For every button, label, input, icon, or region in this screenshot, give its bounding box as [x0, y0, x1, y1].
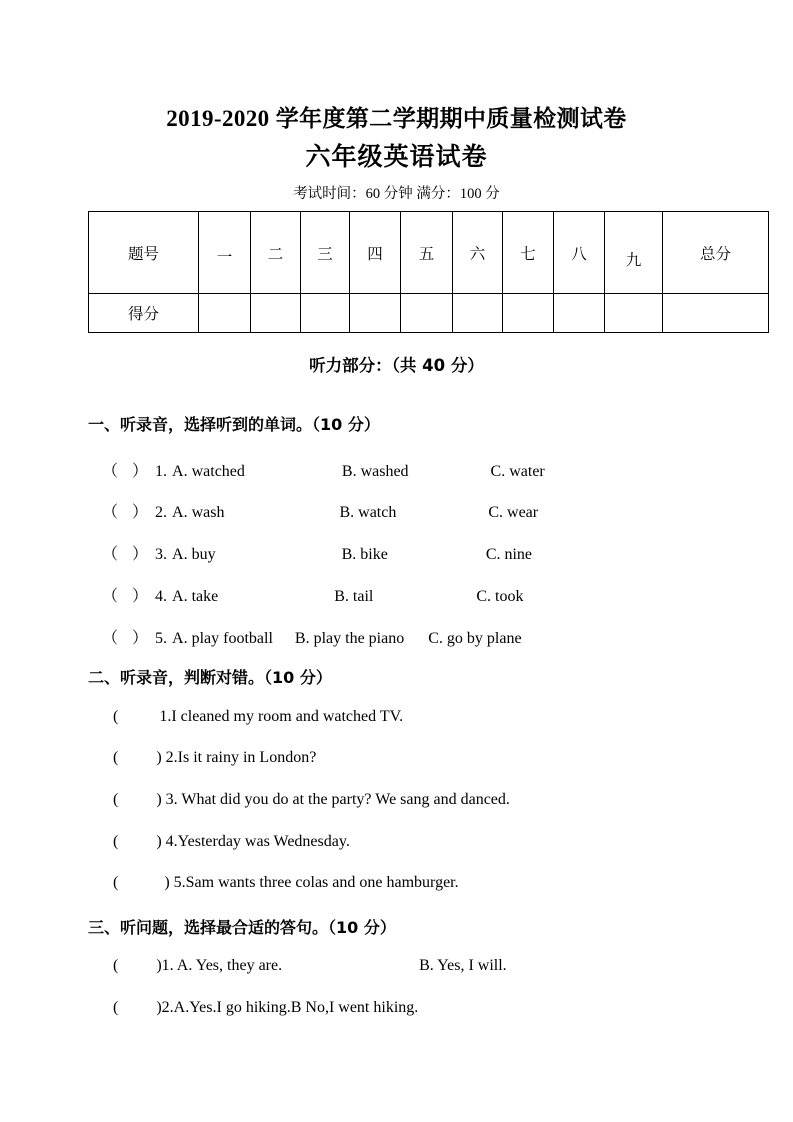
option-b[interactable]: B. Yes, I will. — [419, 957, 507, 974]
answer-bracket[interactable]: ( ) — [113, 833, 162, 850]
question-item-1-3 — [102, 541, 532, 564]
page-subtitle: 六年级英语试卷 — [305, 142, 488, 171]
cell-score-8[interactable] — [554, 294, 605, 333]
cell-score-9[interactable] — [605, 294, 663, 333]
question-number: 3. — [155, 546, 168, 563]
cell-score-2[interactable] — [251, 294, 301, 333]
section-heading-1: 一、听录音，选择听到的单词。（10 分） — [88, 415, 380, 434]
option-b[interactable]: B. washed — [341, 463, 409, 480]
question-item-1-5 — [102, 625, 522, 648]
cell-question-5: 五 — [401, 212, 453, 294]
answer-bracket[interactable]: （ ） — [102, 504, 149, 521]
option-a[interactable]: A. watched — [172, 463, 245, 480]
score-table — [88, 211, 769, 333]
question-text: 2.A.Yes.I go hiking.B No,I went hiking. — [161, 999, 419, 1016]
question-number: 1. — [155, 463, 168, 480]
cell-score-total[interactable] — [663, 294, 769, 333]
cell-question-9: 九 — [605, 212, 663, 294]
answer-bracket[interactable]: ( ) — [113, 999, 162, 1016]
question-text: 1.I cleaned my room and watched TV. — [159, 708, 404, 725]
cell-label-score: 得分 — [89, 294, 199, 333]
option-a[interactable]: A. buy — [172, 546, 216, 563]
option-b[interactable]: B. bike — [341, 546, 388, 563]
exam-meta-info: 考试时间：60 分钟 满分：100 分 — [293, 186, 500, 202]
question-item-1-1 — [102, 458, 545, 481]
option-b[interactable]: B. watch — [339, 504, 397, 521]
section-heading-3: 三、听问题，选择最合适的答句。（10 分） — [88, 918, 396, 937]
cell-score-5[interactable] — [401, 294, 453, 333]
option-c[interactable]: C. go by plane — [428, 630, 522, 647]
option-b[interactable]: B. play the piano — [294, 630, 405, 647]
table-row-question-numbers — [89, 212, 769, 294]
question-item-1-4 — [102, 583, 523, 606]
cell-question-4: 四 — [350, 212, 401, 294]
question-item-2-5 — [113, 874, 459, 892]
question-item-2-2 — [113, 749, 316, 767]
question-text: 4.Yesterday was Wednesday. — [165, 833, 350, 850]
question-number: 4. — [155, 588, 168, 605]
cell-question-1: 一 — [199, 212, 251, 294]
option-c[interactable]: C. took — [476, 588, 524, 605]
section-heading-2: 二、听录音，判断对错。（10 分） — [88, 668, 332, 687]
option-a[interactable]: A. play football — [172, 630, 273, 647]
cell-score-6[interactable] — [453, 294, 503, 333]
question-text: 2.Is it rainy in London? — [165, 749, 317, 766]
option-b[interactable]: B. tail — [334, 588, 374, 605]
question-item-3-2 — [113, 999, 418, 1017]
question-item-1-2 — [102, 499, 538, 522]
question-text: 3. What did you do at the party? We sang and danced. — [165, 791, 510, 808]
answer-bracket[interactable]: ( ) — [113, 791, 162, 808]
cell-label-question: 题号 — [89, 212, 199, 294]
cell-question-3: 三 — [301, 212, 350, 294]
answer-bracket[interactable]: ( — [113, 708, 119, 725]
cell-score-7[interactable] — [503, 294, 554, 333]
answer-bracket[interactable]: ( ) — [113, 749, 162, 766]
cell-question-7: 七 — [503, 212, 554, 294]
cell-question-8: 八 — [554, 212, 605, 294]
table-row-scores — [89, 294, 769, 333]
cell-question-6: 六 — [453, 212, 503, 294]
page-title: 2019-2020 学年度第二学期期中质量检测试卷 — [166, 106, 627, 131]
question-item-2-1 — [113, 708, 403, 726]
option-a[interactable]: A. take — [172, 588, 219, 605]
option-a[interactable]: A. wash — [172, 504, 225, 521]
cell-score-3[interactable] — [301, 294, 350, 333]
option-c[interactable]: C. water — [490, 463, 545, 480]
cell-score-4[interactable] — [350, 294, 401, 333]
answer-bracket[interactable]: （ ） — [102, 463, 149, 480]
question-number: 5. — [155, 630, 168, 647]
answer-bracket[interactable]: （ ） — [102, 546, 149, 563]
answer-bracket[interactable]: ( ) — [113, 957, 162, 974]
cell-total-label: 总分 — [663, 212, 769, 294]
question-item-3-1 — [113, 957, 507, 975]
answer-bracket[interactable]: （ ） — [102, 588, 149, 605]
cell-score-1[interactable] — [199, 294, 251, 333]
answer-bracket[interactable]: （ ） — [102, 630, 149, 647]
question-number: 2. — [155, 504, 168, 521]
option-c[interactable]: C. nine — [485, 546, 533, 563]
question-item-2-4 — [113, 833, 350, 851]
listening-part-heading: 听力部分：（共 40 分） — [309, 356, 484, 375]
question-item-2-3 — [113, 791, 510, 809]
cell-question-2: 二 — [251, 212, 301, 294]
option-c[interactable]: C. wear — [488, 504, 539, 521]
question-text: 5.Sam wants three colas and one hamburger. — [173, 874, 459, 891]
answer-bracket[interactable]: ( ) — [113, 874, 170, 891]
option-a[interactable]: 1. A. Yes, they are. — [161, 957, 283, 974]
